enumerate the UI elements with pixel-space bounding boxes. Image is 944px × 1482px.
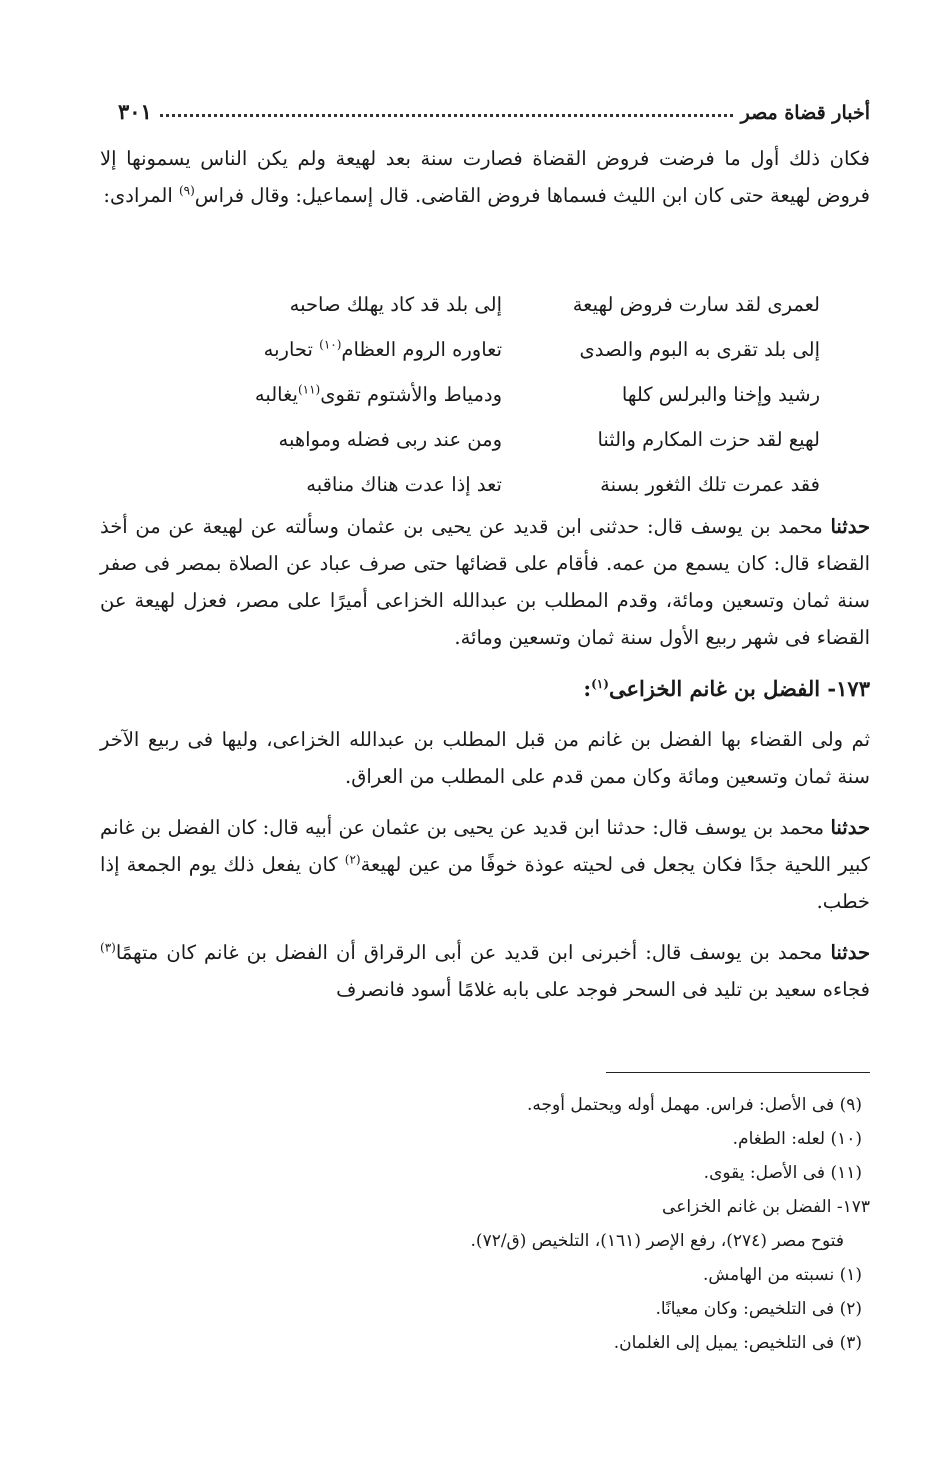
first-hemistich: فقد عمرت تلك الثغور بسنة <box>600 473 820 496</box>
poem-verse <box>168 462 820 507</box>
first-hemistich: إلى بلد تقرى به البوم والصدى <box>579 338 820 361</box>
paragraph: فكان ذلك أول ما فرضت فروض القضاة فصارت سنة بعد لهيعة ولم يكن الناس يسمونها إلا فروض لهيعة حتى كان ابن الليث فسماها فروض القاضى. قال إسماعيل: وقال فراس$^{(٩)}$ المرادى: <box>100 147 870 207</box>
poem-verse <box>168 417 820 462</box>
footnote: (١١) فى الأصل: يقوى. <box>703 1163 862 1183</box>
running-header <box>118 90 870 124</box>
footnote-marker: (١٠) <box>319 337 342 352</box>
paragraph: ثم ولى القضاء بها الفضل بن غانم من قبل المطلب بن عبدالله الخزاعى، وليها فى ربيع الآخر سنة ثمان وتسعين ومائة وكان ممن قدم على المطلب من العراق. <box>100 728 870 788</box>
main-text <box>100 508 870 1008</box>
poem-verse <box>168 327 820 372</box>
paragraph: حدثنا محمد بن يوسف قال: حدثنى ابن قديد عن يحيى بن عثمان وسألته عن لهيعة عن من أخذ القضاء قال: كان يسمع من عمه. فأقام على قضائها حتى صرف عباد عن الصلاة بمصر فى صفر سنة ثمان وتسعين ومائة، وقدم المطلب بن عبدالله الخزاعى أميرًا على مصر، فعزل لهيعة عن القضاء فى شهر ربيع الأول سنة ثمان وتسعين ومائة. <box>100 515 870 649</box>
isnad-lead: حدثنا <box>830 816 870 839</box>
footnote-marker: (٢) <box>344 852 361 867</box>
footnote-rule <box>606 1072 870 1073</box>
footnote: (٣) فى التلخيص: يميل إلى الغلمان. <box>613 1333 862 1353</box>
footnote-marker: (٣) <box>100 940 116 955</box>
footnote-sources: فتوح مصر (٢٧٤)، رفع الإصر (١٦١)، التلخيص (ق/٧٢). <box>470 1231 844 1251</box>
first-hemistich: رشيد وإخنا والبرلس كلها <box>621 383 820 406</box>
second-hemistich: ومن عند ربى فضله ومواهبه <box>278 428 502 451</box>
running-title: أخبار قضاة مصر <box>740 102 870 124</box>
footnote-marker: (١) <box>591 677 609 691</box>
footnote: (١٠) لعله: الطغام. <box>732 1129 862 1149</box>
footnote-entry-heading: ١٧٣- الفضل بن غانم الخزاعى <box>662 1197 870 1217</box>
header-dot-leader <box>160 114 733 117</box>
second-hemistich: إلى بلد قد كاد يهلك صاحبه <box>289 293 502 316</box>
second-hemistich: تعد إذا عدت هناك مناقبه <box>306 473 502 496</box>
footnotes <box>220 1088 870 1360</box>
spacer <box>100 920 870 934</box>
page-number: ٣٠١ <box>118 99 152 124</box>
poem-verse <box>168 372 820 417</box>
spacer <box>100 656 870 670</box>
second-hemistich: تعاوره الروم العظام$^{(١٠)}$ تحاربه <box>263 337 502 361</box>
second-hemistich: ودمياط والأشتوم تقوى$^{(١١)}$يغالبه <box>254 382 502 406</box>
spacer <box>100 707 870 721</box>
poem-verse <box>168 282 820 327</box>
poem <box>168 282 820 507</box>
section-heading: ١٧٣- الفضل بن غانم الخزاعى$^{(١)}$: <box>583 676 870 701</box>
footnote-marker: (١١) <box>297 382 321 397</box>
paragraph: حدثنا محمد بن يوسف قال: حدثنا ابن قديد عن يحيى بن عثمان عن أبيه قال: كان الفضل بن غانم كبير اللحية جدًا فكان يجعل فى لحيته عوذة خوفًا من عين لهيعة$^{(٢)}$ كان يفعل ذلك يوم الجمعة إذا خطب. <box>100 816 871 913</box>
footnote: (١) نسبته من الهامش. <box>702 1265 862 1285</box>
isnad-lead: حدثنا <box>830 515 870 538</box>
footnote: (٩) فى الأصل: فراس. مهمل أوله ويحتمل أوجه. <box>527 1095 862 1115</box>
first-hemistich: لهيع لقد حزت المكارم والثنا <box>597 428 820 451</box>
spacer <box>100 795 870 809</box>
footnote-marker: (٩) <box>178 183 195 198</box>
opening-paragraph <box>100 140 870 214</box>
isnad-lead: حدثنا <box>830 941 870 964</box>
footnote: (٢) فى التلخيص: وكان معيانًا. <box>655 1299 862 1319</box>
paragraph: حدثنا محمد بن يوسف قال: أخبرنى ابن قديد عن أبى الرقراق أن الفضل بن غانم كان متهمًا$^{(٣)}$ فجاءه سعيد بن تليد فى السحر فوجد على بابه غلامًا أسود فانصرف <box>100 940 870 1001</box>
first-hemistich: لعمرى لقد سارت فروض لهيعة <box>572 293 820 316</box>
